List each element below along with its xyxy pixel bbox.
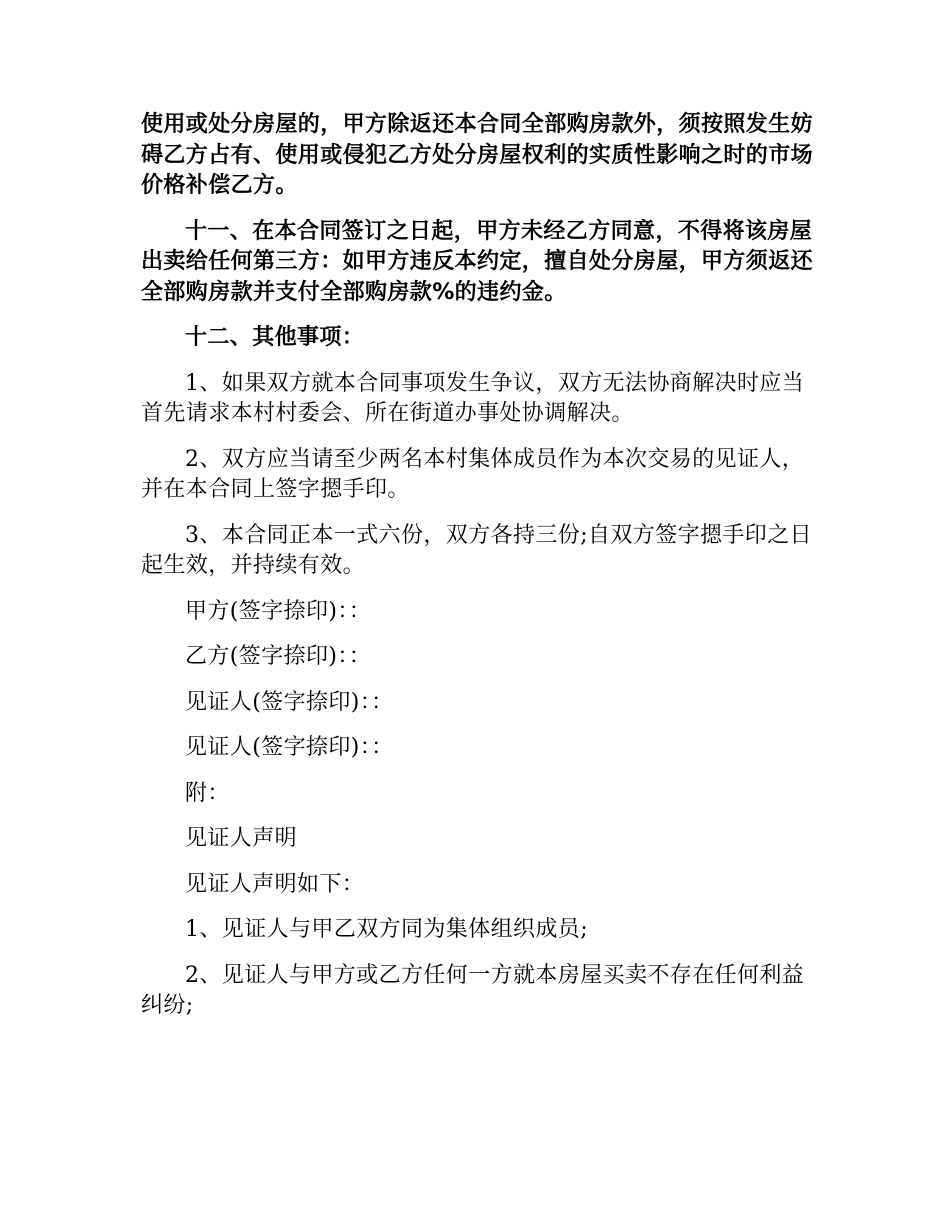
- contract-clause-twelve-heading: 十二、其他事项：: [185, 325, 365, 350]
- contract-clause-eleven: 十一、在本合同签订之日起，甲方未经乙方同意，不得将该房屋出卖给任何第三方：如甲方违反本约定，擅自处分房屋，甲方须返还全部购房款并支付全部购房款%的违约金。: [141, 218, 814, 305]
- party-b-signature-line: 乙方(签字捺印)：：: [185, 644, 372, 669]
- witness-statement-intro: 见证人声明如下：: [185, 871, 365, 897]
- appendix-label: 附：: [185, 780, 230, 806]
- witness-statement-item-2: 2、见证人与甲方或乙方任何一方就本房屋买卖不存在任何利益纠纷;: [141, 962, 805, 1018]
- party-a-signature-line: 甲方(签字捺印)：：: [185, 598, 372, 624]
- other-item-1: 1、如果双方就本合同事项发生争议，双方无法协商解决时应当首先请求本村村委会、所在街道办事处协调解决。: [141, 370, 805, 426]
- document-page: [141, 110, 813, 1037]
- other-item-3: 3、本合同正本一式六份，双方各持三份;自双方签字摁手印之日起生效，并持续有效。: [141, 522, 813, 578]
- witness-1-signature-line: 见证人(签字捺印)：：: [185, 689, 394, 715]
- witness-2-signature-line: 见证人(签字捺印)：：: [185, 735, 394, 760]
- witness-statement-title: 见证人声明: [185, 826, 298, 851]
- witness-statement-item-1: 1、见证人与甲乙双方同为集体组织成员;: [185, 917, 589, 942]
- other-item-2: 2、双方应当请至少两名本村集体成员作为本次交易的见证人，并在本合同上签字摁手印。: [141, 446, 805, 502]
- contract-clause-ten-continued: 使用或处分房屋的，甲方除返还本合同全部购房款外，须按照发生妨碍乙方占有、使用或侵犯乙方处分房屋权利的实质性影响之时的市场价格补偿乙方。: [141, 112, 814, 198]
